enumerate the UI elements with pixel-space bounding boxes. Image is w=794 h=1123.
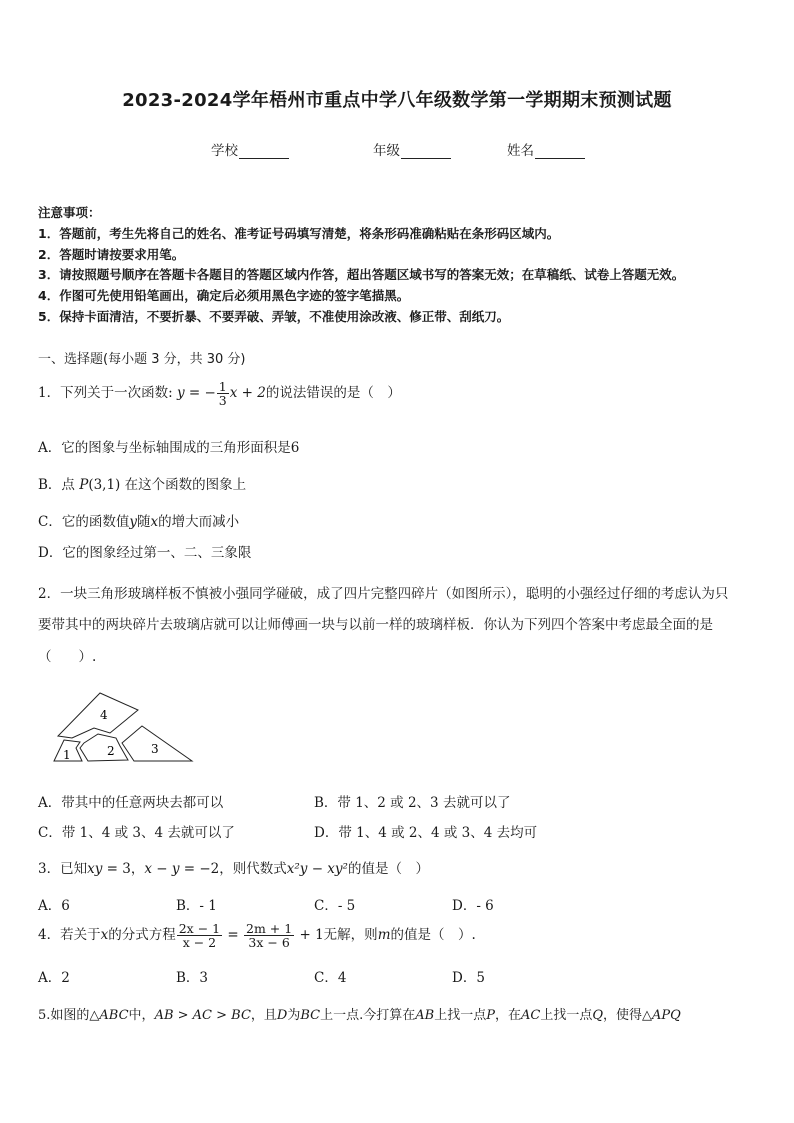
fragment-label-1: 1 bbox=[63, 748, 71, 762]
notice-item: 2．答题时请按要求用笔。 bbox=[38, 247, 185, 262]
question-4-option-d[interactable]: D．5 bbox=[452, 970, 485, 986]
notice-item: 3．请按照题号顺序在答题卡各题目的答题区域内作答，超出答题区域书写的答案无效；在草稿纸、试卷上答题无效。 bbox=[38, 267, 685, 282]
question-3-option-a[interactable]: A．6 bbox=[38, 898, 70, 914]
grade-blank[interactable] bbox=[401, 144, 451, 159]
fragment-2 bbox=[80, 734, 128, 761]
fraction: $\frac{2x - 1}{x - 2}$ bbox=[178, 921, 221, 951]
page-title: 2023-2024学年梧州市重点中学八年级数学第一学期期末预测试题 bbox=[122, 90, 672, 111]
question-4-stem: 4．若关于x的分式方程 $\frac{2x - 1}{x - 2}$ = $\frac{2m + 1}{3x - 6}$ + 1无解，则m的值是（ ）. bbox=[38, 921, 476, 951]
grade-field bbox=[373, 139, 451, 159]
notice-item: 4．作图可先使用铅笔画出，确定后必须用黑色字迹的签字笔描黑。 bbox=[38, 288, 410, 303]
school-blank[interactable] bbox=[239, 144, 289, 159]
school-label: 学校 bbox=[211, 143, 238, 159]
question-3-stem: 3．已知xy = 3，x − y = −2，则代数式x²y − xy²的值是（ ） bbox=[38, 861, 429, 877]
question-4-option-b[interactable]: B．3 bbox=[176, 970, 209, 986]
fragment-label-2: 2 bbox=[107, 744, 115, 758]
question-2-option-a[interactable]: A．带其中的任意两块去都可以 bbox=[38, 795, 224, 811]
question-3-option-d[interactable]: D．- 6 bbox=[452, 898, 494, 914]
question-3-option-c[interactable]: C．- 5 bbox=[314, 898, 356, 914]
school-field bbox=[211, 139, 289, 159]
grade-label: 年级 bbox=[373, 143, 400, 159]
question-2-option-c[interactable]: C．带 1、4 或 3、4 去就可以了 bbox=[38, 825, 235, 841]
name-label: 姓名 bbox=[507, 143, 534, 159]
question-1-option-d[interactable]: D．它的图象经过第一、二、三象限 bbox=[38, 545, 252, 561]
question-2-stem-line: （ ）. bbox=[38, 649, 97, 665]
fragment-4 bbox=[58, 693, 138, 738]
question-4-option-c[interactable]: C．4 bbox=[314, 970, 347, 986]
question-2-option-d[interactable]: D．带 1、4 或 2、4 或 3、4 去均可 bbox=[314, 825, 538, 841]
section-heading: 一、选择题(每小题 3 分，共 30 分) bbox=[38, 352, 246, 367]
question-5-stem: 5.如图的△ABC中，AB > AC > BC，且D为BC上一点.今打算在AB上找一点P，在AC上找一点Q，使得△APQ bbox=[38, 1008, 681, 1023]
fraction: $\frac{2m + 1}{3x - 6}$ bbox=[246, 921, 293, 951]
question-1-stem: 1．下列关于一次函数: y = − $\frac{1}{3}$ x + 2的说法错误的是（ ） bbox=[38, 379, 401, 409]
glass-fragments-figure bbox=[50, 688, 200, 768]
question-1-option-a[interactable]: A．它的图象与坐标轴围成的三角形面积是6 bbox=[38, 440, 300, 456]
question-1-option-c[interactable]: C．它的函数值y随x的增大而减小 bbox=[38, 514, 240, 530]
notice-item: 5．保持卡面清洁，不要折暴、不要弄破、弄皱，不准使用涂改液、修正带、刮纸刀。 bbox=[38, 309, 510, 324]
fragment-label-4: 4 bbox=[100, 708, 108, 722]
question-3-option-b[interactable]: B．- 1 bbox=[176, 898, 217, 914]
question-4-option-a[interactable]: A．2 bbox=[38, 970, 70, 986]
question-2-stem-line: 要带其中的两块碎片去玻璃店就可以让师傅画一块与以前一样的玻璃样板．你认为下列四个答案中考虑最全面的是 bbox=[38, 617, 713, 633]
question-2-stem-line: 2．一块三角形玻璃样板不慎被小强同学碰破，成了四片完整四碎片（如图所示），聪明的小强经过仔细的考虑认为只 bbox=[38, 586, 729, 602]
question-1-option-b[interactable]: B．点 P(3,1) 在这个函数的图象上 bbox=[38, 477, 247, 493]
name-field bbox=[507, 139, 585, 159]
notice-heading: 注意事项： bbox=[38, 205, 101, 220]
question-2-option-b[interactable]: B．带 1、2 或 2、3 去就可以了 bbox=[314, 795, 511, 811]
fragment-label-3: 3 bbox=[151, 742, 159, 756]
notice-item: 1．答题前，考生先将自己的姓名、准考证号码填写清楚，将条形码准确粘贴在条形码区域内。 bbox=[38, 226, 560, 241]
name-blank[interactable] bbox=[535, 144, 585, 159]
fraction: $\frac{1}{3}$ bbox=[218, 379, 227, 409]
